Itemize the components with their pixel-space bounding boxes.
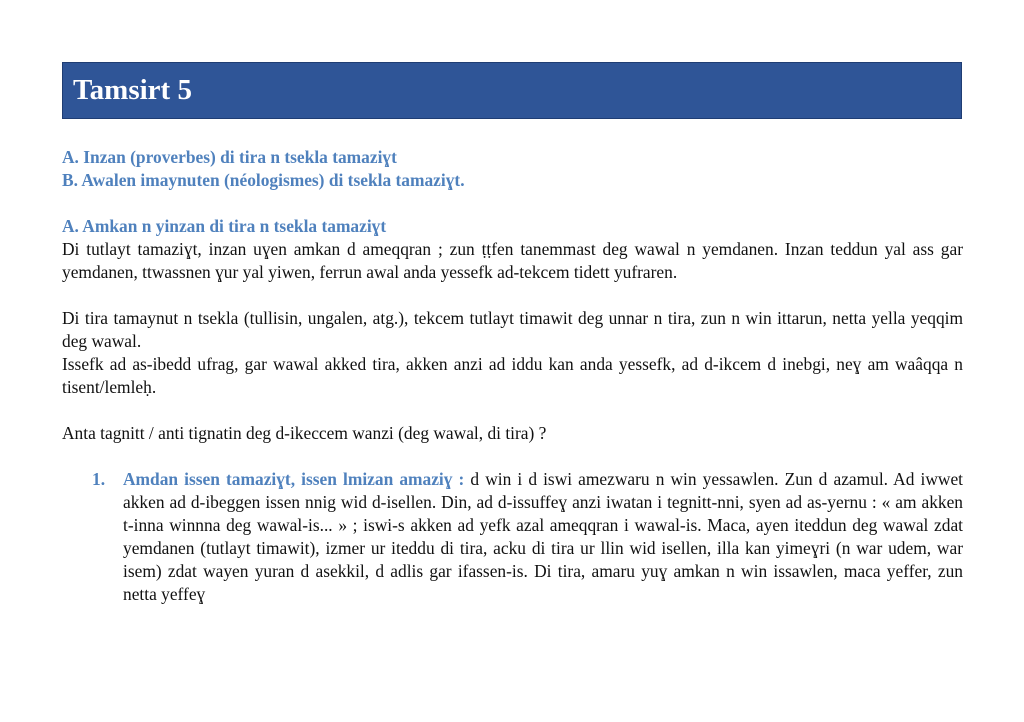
section-a-question: Anta tagnitt / anti tignatin deg d-ikeccem wanzi (deg wawal, di tira) ?	[62, 423, 547, 443]
spacer	[62, 445, 963, 468]
spacer	[62, 399, 963, 422]
page-title: Tamsirt 5	[73, 74, 192, 106]
list-item-number: 1.	[92, 469, 106, 489]
section-a-paragraph-2: Di tira tamaynut n tsekla (tullisin, ungalen, atg.), tekcem tutlayt timawit deg unnar n tira, zun n win ittarun, netta yella yeqqim deg wawal.	[62, 308, 963, 351]
list-item-heading: Amdan issen tamaziɣt, issen lmizan amaziɣ :	[123, 469, 465, 489]
spacer	[62, 284, 963, 307]
document-body	[62, 146, 963, 606]
section-a-paragraph-1: Di tutlayt tamaziɣt, inzan uɣen amkan d ameqqran ; zun ṭṭfen tanemmast deg wawal n yemdanen. Inzan teddun yal ass gar yemdanen, ttwassnen ɣur yal yiwen, ferrun awal anda yessefk ad-tekcem tidett yufraren.	[62, 239, 963, 282]
list-item-text: d win i d iswi amezwaru n win yessawlen. Zun d azamul. Ad iwwet akken ad d-ibeggen issen nnig wid d-isellen. Din, ad d-issuffeɣ anzi iwatan i tegnitt-nni, syen ad as-yernu : « am akken t-inna winnna deg wawal-is... » ; iswi-s akken ad yefk azal ameqqran i wawal-is. Maca, ayen iteddun deg wawal zdat yemdanen (tutlayt timawit), izmer ur iteddu di tira, acku di tira ur llin wid isellen, illa kan yimeɣri (n war udem, war isem) zdat wayen yuran d asekkil, d adlis gar ifassen-is. Di tira, amaru yuɣ amkan n win issawlen, maca yeffer, zun netta yeffeɣ	[123, 469, 963, 604]
list-item	[92, 468, 963, 606]
spacer	[62, 192, 963, 215]
title-bar	[62, 62, 962, 119]
numbered-list	[62, 468, 963, 606]
section-a-paragraph-3: Issefk ad as-ibedd ufrag, gar wawal akked tira, akken anzi ad iddu kan anda yessefk, ad d-ikcem d inebgi, neɣ am waâqqa n tisent/lemleḥ.	[62, 354, 963, 397]
section-a-heading: A. Amkan n yinzan di tira n tsekla tamaziɣt	[62, 216, 387, 236]
objective-b: B. Awalen imaynuten (néologismes) di tsekla tamaziɣt.	[62, 170, 465, 190]
objective-a: A. Inzan (proverbes) di tira n tsekla tamaziɣt	[62, 147, 397, 167]
